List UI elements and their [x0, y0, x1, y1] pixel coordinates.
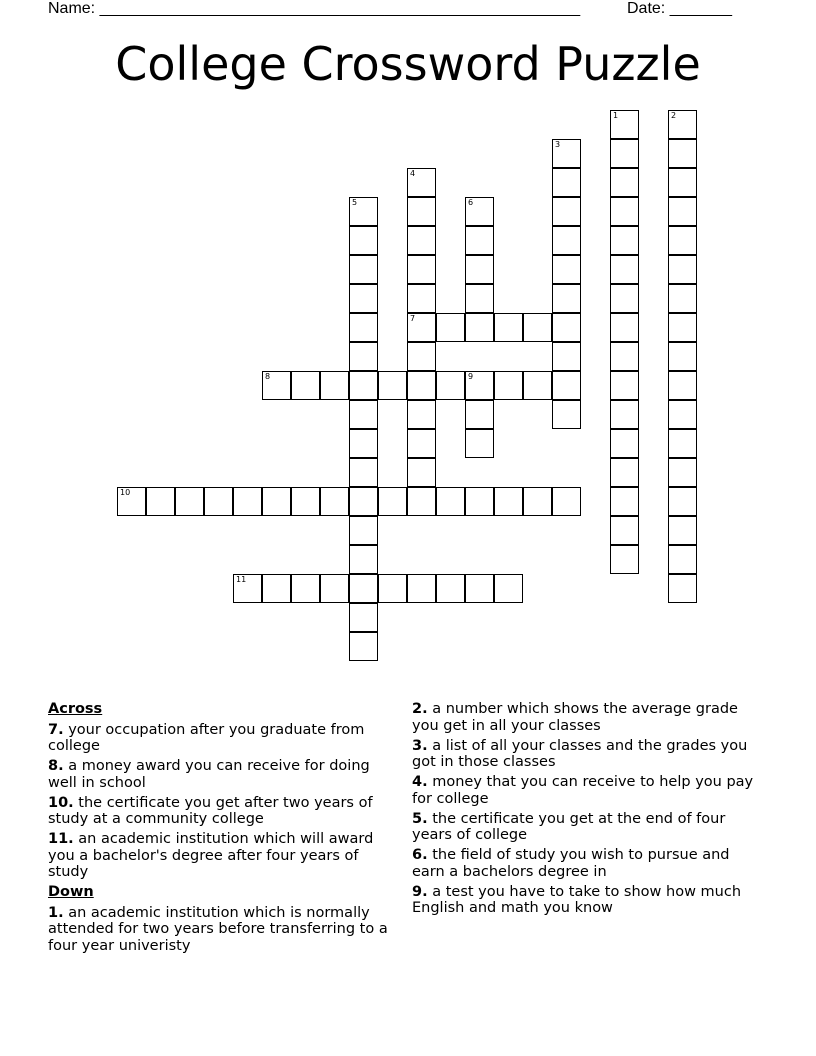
clue-down-9: [412, 884, 762, 917]
grid-cell[interactable]: [407, 255, 436, 284]
name-field[interactable]: Name: ______________________________________________________: [48, 0, 581, 17]
grid-cell[interactable]: [668, 255, 697, 284]
grid-cell[interactable]: [610, 371, 639, 400]
clue-down-6: [412, 847, 762, 880]
grid-cell[interactable]: [465, 284, 494, 313]
clue-text: a list of all your classes and the grades you got in those classes: [412, 737, 748, 770]
clue-number: 8.: [48, 758, 64, 774]
grid-cell[interactable]: [552, 313, 581, 342]
grid-cell[interactable]: [407, 574, 436, 603]
cell-number: 8: [265, 372, 271, 381]
cell-number: 10: [120, 488, 131, 497]
grid-cell[interactable]: [610, 516, 639, 545]
grid-cell[interactable]: [204, 487, 233, 516]
grid-cell[interactable]: [407, 371, 436, 400]
grid-cell[interactable]: [610, 110, 639, 139]
cell-number: 6: [468, 198, 474, 207]
grid-cell[interactable]: [610, 168, 639, 197]
grid-cell[interactable]: [552, 197, 581, 226]
grid-cell[interactable]: [349, 574, 378, 603]
grid-cell[interactable]: [552, 487, 581, 516]
clue-text: money that you can receive to help you pay for college: [412, 774, 754, 807]
grid-cell[interactable]: [668, 574, 697, 603]
grid-cell[interactable]: [465, 255, 494, 284]
grid-cell[interactable]: [668, 516, 697, 545]
grid-cell[interactable]: [610, 313, 639, 342]
grid-cell[interactable]: [436, 487, 465, 516]
grid-cell[interactable]: [349, 284, 378, 313]
grid-cell[interactable]: [407, 458, 436, 487]
grid-cell[interactable]: [291, 574, 320, 603]
grid-cell[interactable]: [552, 255, 581, 284]
grid-cell[interactable]: [668, 168, 697, 197]
grid-cell[interactable]: [523, 487, 552, 516]
grid-cell[interactable]: [349, 255, 378, 284]
down-heading: Down: [48, 884, 94, 900]
grid-cell[interactable]: [378, 574, 407, 603]
grid-cell[interactable]: [146, 487, 175, 516]
grid-cell[interactable]: [610, 255, 639, 284]
grid-cell[interactable]: [407, 429, 436, 458]
grid-cell[interactable]: [610, 284, 639, 313]
clue-across-10: [48, 795, 403, 828]
date-field[interactable]: Date: _______: [627, 0, 732, 17]
grid-cell[interactable]: [349, 226, 378, 255]
clue-across-11: [48, 831, 403, 881]
clue-number: 4.: [412, 774, 428, 790]
grid-cell[interactable]: [262, 371, 291, 400]
grid-cell[interactable]: [436, 371, 465, 400]
grid-cell[interactable]: [465, 487, 494, 516]
grid-cell[interactable]: [552, 284, 581, 313]
grid-cell[interactable]: [233, 574, 262, 603]
clue-number: 5.: [412, 810, 428, 827]
grid-cell[interactable]: [349, 400, 378, 429]
clue-across-7: [48, 722, 403, 755]
clue-down-5: [412, 811, 762, 844]
grid-cell[interactable]: [668, 400, 697, 429]
clue-text: an academic institution which is normally attended for two years before transferring to a four year univeristy: [48, 904, 388, 954]
grid-cell[interactable]: [610, 487, 639, 516]
grid-cell[interactable]: [465, 313, 494, 342]
grid-cell[interactable]: [552, 226, 581, 255]
grid-cell[interactable]: [610, 197, 639, 226]
cell-number: 1: [613, 111, 619, 120]
grid-cell[interactable]: [407, 284, 436, 313]
grid-cell[interactable]: [465, 400, 494, 429]
grid-cell[interactable]: [349, 458, 378, 487]
grid-cell[interactable]: [349, 313, 378, 342]
grid-cell[interactable]: [407, 197, 436, 226]
grid-cell[interactable]: [349, 429, 378, 458]
grid-cell[interactable]: [320, 371, 349, 400]
clues-right-column: [412, 701, 762, 920]
grid-cell[interactable]: [552, 400, 581, 429]
grid-cell[interactable]: [378, 371, 407, 400]
clue-down-4: [412, 774, 762, 807]
grid-cell[interactable]: [175, 487, 204, 516]
cell-number: 3: [555, 140, 561, 149]
clue-down-2: [412, 701, 762, 734]
clue-number: 9.: [412, 883, 428, 900]
clue-number: 10.: [48, 794, 74, 811]
clues-left-column: [48, 701, 403, 958]
clue-text: your occupation after you graduate from college: [48, 721, 365, 754]
grid-cell[interactable]: [349, 632, 378, 661]
grid-cell[interactable]: [349, 545, 378, 574]
grid-cell[interactable]: [349, 487, 378, 516]
grid-cell[interactable]: [668, 458, 697, 487]
cell-number: 2: [671, 111, 677, 120]
clue-text: the field of study you wish to pursue and earn a bachelors degree in: [412, 847, 730, 880]
grid-cell[interactable]: [407, 226, 436, 255]
grid-cell[interactable]: [668, 313, 697, 342]
grid-cell[interactable]: [465, 197, 494, 226]
grid-cell[interactable]: [494, 487, 523, 516]
clue-down-3: [412, 738, 762, 771]
grid-cell[interactable]: [552, 139, 581, 168]
grid-cell[interactable]: [668, 110, 697, 139]
clue-text: an academic institution which will award you a bachelor's degree after four years of study: [48, 831, 374, 880]
grid-cell[interactable]: [407, 400, 436, 429]
grid-cell[interactable]: [320, 487, 349, 516]
grid-cell[interactable]: [291, 487, 320, 516]
grid-cell[interactable]: [465, 371, 494, 400]
grid-cell[interactable]: [668, 342, 697, 371]
grid-cell[interactable]: [378, 487, 407, 516]
grid-cell[interactable]: [668, 139, 697, 168]
grid-cell[interactable]: [610, 458, 639, 487]
grid-cell[interactable]: [668, 197, 697, 226]
grid-cell[interactable]: [668, 545, 697, 574]
grid-cell[interactable]: [610, 545, 639, 574]
grid-cell[interactable]: [494, 371, 523, 400]
clue-number: 11.: [48, 831, 74, 847]
grid-cell[interactable]: [407, 487, 436, 516]
grid-cell[interactable]: [407, 342, 436, 371]
grid-cell[interactable]: [523, 313, 552, 342]
grid-cell[interactable]: [668, 429, 697, 458]
grid-cell[interactable]: [523, 371, 552, 400]
grid-cell[interactable]: [349, 516, 378, 545]
grid-cell[interactable]: [233, 487, 262, 516]
grid-cell[interactable]: [349, 197, 378, 226]
clue-number: 2.: [412, 701, 428, 717]
grid-cell[interactable]: [465, 574, 494, 603]
grid-cell[interactable]: [552, 168, 581, 197]
grid-cell[interactable]: [465, 226, 494, 255]
grid-cell[interactable]: [349, 371, 378, 400]
grid-cell[interactable]: [117, 487, 146, 516]
grid-cell[interactable]: [407, 313, 436, 342]
grid-cell[interactable]: [610, 226, 639, 255]
grid-cell[interactable]: [552, 371, 581, 400]
grid-cell[interactable]: [349, 342, 378, 371]
grid-cell[interactable]: [494, 313, 523, 342]
grid-cell[interactable]: [407, 168, 436, 197]
grid-cell[interactable]: [610, 429, 639, 458]
cell-number: 4: [410, 169, 416, 178]
grid-cell[interactable]: [436, 313, 465, 342]
grid-cell[interactable]: [610, 400, 639, 429]
across-heading: Across: [48, 701, 103, 717]
clue-text: the certificate you get after two years of study at a community college: [48, 794, 373, 827]
grid-cell[interactable]: [465, 429, 494, 458]
grid-cell[interactable]: [291, 371, 320, 400]
grid-cell[interactable]: [494, 574, 523, 603]
grid-cell[interactable]: [668, 371, 697, 400]
clue-text: a money award you can receive for doing well in school: [48, 758, 370, 791]
grid-cell[interactable]: [262, 574, 291, 603]
grid-cell[interactable]: [668, 284, 697, 313]
clue-down-1: [48, 905, 403, 955]
clue-number: 1.: [48, 904, 64, 921]
grid-cell[interactable]: [552, 342, 581, 371]
grid-cell[interactable]: [436, 574, 465, 603]
cell-number: 11: [236, 575, 247, 584]
grid-cell[interactable]: [320, 574, 349, 603]
clue-across-8: [48, 758, 403, 791]
cell-number: 7: [410, 314, 416, 323]
page-title: College Crossword Puzzle: [115, 37, 701, 91]
clue-number: 3.: [412, 737, 428, 754]
clue-text: a test you have to take to show how much English and math you know: [412, 883, 742, 916]
grid-cell[interactable]: [262, 487, 291, 516]
cell-number: 9: [468, 372, 474, 381]
grid-cell[interactable]: [610, 342, 639, 371]
grid-cell[interactable]: [668, 226, 697, 255]
clue-text: the certificate you get at the end of four years of college: [412, 810, 726, 843]
clue-number: 7.: [48, 721, 64, 738]
cell-number: 5: [352, 198, 358, 207]
clue-number: 6.: [412, 847, 428, 863]
grid-cell[interactable]: [349, 603, 378, 632]
clue-text: a number which shows the average grade you get in all your classes: [412, 701, 738, 734]
grid-cell[interactable]: [668, 487, 697, 516]
grid-cell[interactable]: [610, 139, 639, 168]
